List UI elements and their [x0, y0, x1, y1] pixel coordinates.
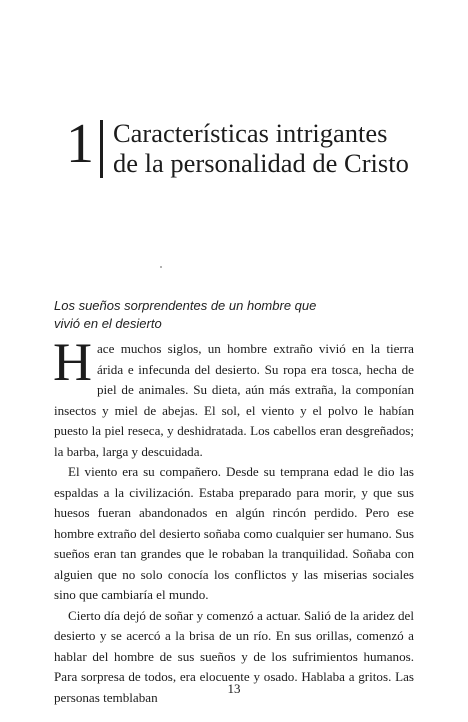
- chapter-number: 1: [66, 113, 94, 175]
- chapter-title-line-1: Características intrigantes: [113, 118, 388, 148]
- chapter-heading: [58, 113, 428, 182]
- body-text: [53, 332, 414, 708]
- section-subtitle: [54, 297, 414, 333]
- chapter-title: [113, 118, 409, 178]
- chapter-title-line-2: de la personalidad de Cristo: [113, 148, 409, 178]
- section-subtitle-line-1: Los sueños sorprendentes de un hombre que: [54, 298, 317, 313]
- chapter-divider-bar: [100, 120, 103, 178]
- paragraph-3: Cierto día dejó de soñar y comenzó a actuar. Salió de la aridez del desierto y se acercó a la brisa de un río. En sus orillas, comenzó a hablar del hombre de sus sueños y de los sufrimientos humanos. Para sorpresa de todos, era elocuente y osado. Hablaba a gritos. Las personas temblaban: [54, 607, 414, 705]
- decorative-dot: [160, 266, 162, 268]
- page-number: 13: [227, 681, 241, 696]
- paragraph-2: El viento era su compañero. Desde su temprana edad le dio las espaldas a la civilización. Estaba preparado para morir, y que sus huesos fueran abandonados en algún rincón perdido. Pero ese hombre extraño del desierto soñaba como cualquier ser humano. Sus sueños eran tan grandes que le robaban la tranquilidad. Soñaba con alguien que no solo conocía los conflictos y las miserias sociales sino que cambiaría el mundo.: [54, 464, 414, 602]
- paragraph-1-text: ace muchos siglos, un hombre extraño vivió en la tierra árida e infecunda del desierto. Su ropa era tosca, hecha de piel de animales. Su dieta, aún más extraña, la componían insectos y miel de abejas. El sol, el viento y el polvo le habían puesto la piel reseca, y deshidratada. Los cabellos eran desgreñados; la barba, larga y descuidada.: [54, 341, 414, 459]
- paragraph-1: [53, 332, 414, 462]
- section-subtitle-line-2: vivió en el desierto: [54, 316, 162, 331]
- drop-cap: H: [53, 332, 92, 392]
